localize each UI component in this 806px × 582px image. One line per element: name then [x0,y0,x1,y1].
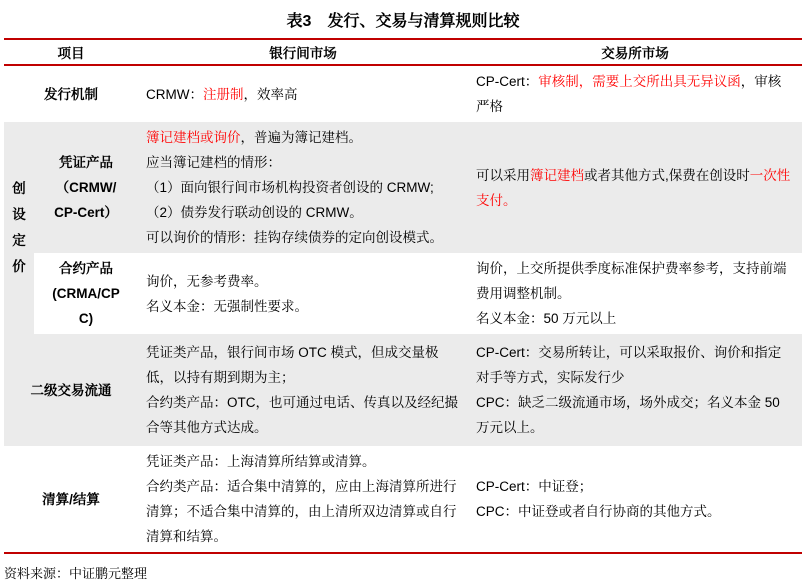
cell-secondary-exchange [468,334,802,446]
cell-issuance-interbank [138,65,468,122]
text-segment: 询价，上交所提供季度标准保护费率参考，支持前端费用调整机制。 [476,261,787,301]
text-segment: 凭证类产品，银行间市场 OTC 模式，但成交量极低，以持有期到期为主； [146,345,439,385]
text-segment: CP-Cert：中证登； [476,479,593,494]
text-segment: ，普遍为簿记建档。 [240,130,362,145]
row-creation-contract [4,253,802,334]
text-segment: ，效率高 [243,86,298,102]
text-segment: 凭证类产品：上海清算所结算或清算。 [146,454,376,469]
highlighted-text: 审核制，需要上交所出具无异议函 [538,74,741,89]
text-segment: （2）债券发行联动创设的 CRMW。 [146,205,363,220]
highlighted-text: 注册制 [203,86,244,102]
text-segment: 或者其他方式,保费在创设时 [584,167,750,183]
label-line: （CRMW/ [55,180,117,195]
text-segment: （1）面向银行间市场机构投资者创设的 CRMW; [146,180,434,195]
cell-cert-exchange [468,122,802,253]
cell-cert-interbank [138,122,468,253]
text-segment: 名义本金：无强制性要求。 [146,298,308,314]
label-line: 凭证产品 [59,155,113,170]
col-header-interbank: 银行间市场 [138,39,468,65]
highlighted-text: 簿记建档 [530,167,584,183]
label-line: 合约产品 [59,261,113,276]
highlighted-text: 簿记建档或询价 [146,130,241,145]
text-segment: CPC：缺乏二级流通市场，场外成交；名义本金 50 万元以上。 [476,395,780,435]
row-label-contract-product [34,253,138,334]
text-segment: CP-Cert：交易所转让，可以采取报价、询价和指定对手等方式，实际发行少 [476,345,782,385]
cell-clearing-interbank [138,446,468,553]
text-segment: CP-Cert： [476,74,539,89]
label-line: (CRMA/CP [52,286,120,301]
source-note: 资料来源：中证鹏元整理 [4,566,148,581]
text-segment: 应当簿记建档的情形： [146,155,281,170]
text-segment: 合约类产品：适合集中清算的，应由上海清算所进行清算；不适合集中清算的，由上清所双边清算或自行清算和结算。 [146,479,457,544]
row-group-label-creation [4,122,34,334]
text-segment: 可以询价的情形：挂钩存续债券的定向创设模式。 [146,230,443,245]
label-line: C) [78,311,94,326]
text-segment: 名义本金：50 万元以上 [476,311,617,326]
row-label-issuance: 发行机制 [44,86,98,102]
row-issuance [4,65,802,122]
cell-issuance-exchange [468,65,802,122]
row-label-secondary: 二级交易流通 [4,334,138,446]
row-label-clearing: 清算/结算 [4,446,138,553]
text-segment: ，审核严格 [476,74,782,114]
cell-contract-interbank [138,253,468,334]
cell-contract-exchange [468,253,802,334]
table-title: 表3 发行、交易与清算规则比较 [286,13,520,30]
cell-clearing-exchange [468,446,802,553]
col-header-exchange: 交易所市场 [468,39,802,65]
row-secondary-trading [4,334,802,446]
text-segment: 合约类产品：OTC，也可通过电话、传真以及经纪撮合等其他方式达成。 [146,395,458,435]
header-row [4,39,802,65]
text-segment: 询价，无参考费率。 [146,273,268,289]
row-clearing [4,446,802,553]
row-label-cert-product [34,122,138,253]
col-header-item: 项目 [4,39,138,65]
comparison-table [4,38,802,554]
text-segment: CRMW： [146,86,203,102]
highlighted-text: 一次性支付。 [476,167,791,208]
text-segment: 可以采用 [476,167,530,183]
text-segment: CPC：中证登或者自行协商的其他方式。 [476,504,721,519]
row-creation-cert [4,122,802,253]
label-line: CP-Cert） [54,205,118,220]
vertical-group-label: 创设定价 [12,181,26,274]
cell-secondary-interbank [138,334,468,446]
